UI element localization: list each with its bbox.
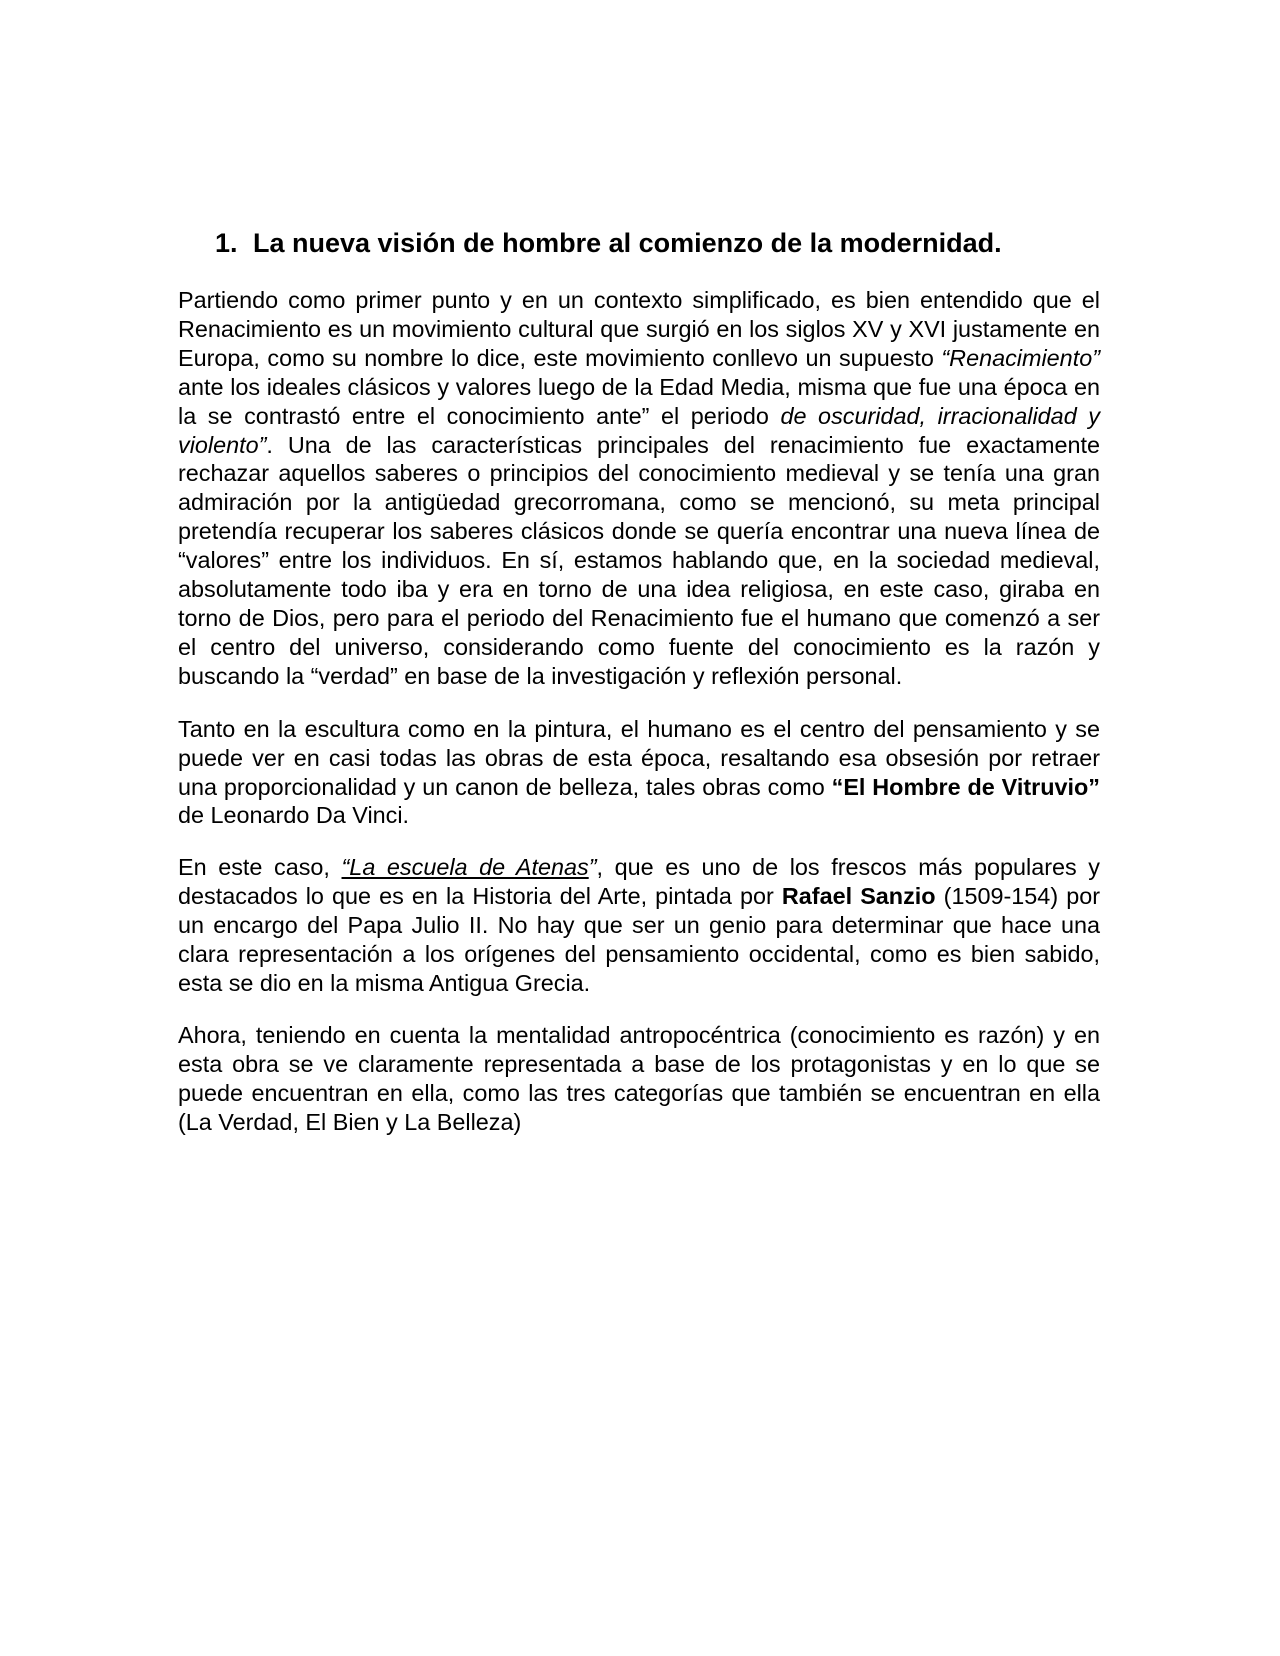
italic-underlined-run: “La escuela de Atenas (341, 854, 589, 881)
paragraph-antropocentrismo (178, 1021, 1100, 1137)
text-run: de Leonardo Da Vinci. (178, 802, 410, 829)
italic-run: ” (588, 854, 597, 881)
document-body (178, 286, 1100, 1160)
heading-text: La nueva visión de hombre al comienzo de la modernidad. (253, 228, 1002, 258)
text-run: , que es uno de los frescos más populares y destacados lo que es en la Historia del Arte, pintada por (178, 854, 1101, 910)
paragraph-renacimiento (178, 286, 1100, 691)
text-run: . Una de las características principales del renacimiento fue exactamente rechazar aquellos saberes o principios del conocimiento medieval y se tenía una gran admiración por la antigüedad grecorromana, como se mencionó, su meta principal pretendía recuperar los saberes clásicos donde se quería encontrar una nueva línea de “valores” entre los individuos. En sí, estamos hablando que, en la sociedad medieval, absolutamente todo iba y era en torno de una idea religiosa, en este caso, giraba en torno de Dios, pero para el periodo del Renacimiento fue el humano que comenzó a ser el centro del universo, considerando como fuente del conocimiento es la razón y buscando la “verdad” en base de la investigación y reflexión personal. (178, 431, 1100, 689)
text-run: (1509-154) por un encargo del Papa Julio II. No hay que ser un genio para determinar que hace una clara representación a los orígenes del pensamiento occidental, como es bien sabido, esta se dio en la misma Antigua Grecia. (178, 883, 1101, 996)
paragraph-escuela-de-atenas (178, 853, 1100, 998)
paragraph-escultura-pintura (178, 715, 1100, 831)
text-run: Ahora, teniendo en cuenta la mentalidad antropocéntrica (conocimiento es razón) y en esta obra se ve claramente representada a base de los protagonistas y en lo que se puede encuentran en ella, como las tres categorías que también se encuentran en ella (La Verdad, El Bien y La Belleza) (178, 1021, 1100, 1135)
text-run: En este caso, (178, 854, 342, 881)
bold-run: Rafael Sanzio (781, 883, 936, 910)
italic-run: de oscuridad, irracionalidad y violento” (178, 402, 1100, 458)
italic-run: “Renacimiento” (941, 344, 1100, 371)
text-run: Tanto en la escultura como en la pintura, el humano es el centro del pensamiento y se puede ver en casi todas las obras de esta época, resaltando esa obsesión por retraer una proporcionalidad y un canon de belleza, tales obras como (178, 715, 1100, 800)
text-run: Partiendo como primer punto y en un contexto simplificado, es bien entendido que el Renacimiento es un movimiento cultural que surgió en los siglos XV y XVI justamente en Europa, como su nombre lo dice, este movimiento conllevo un supuesto (178, 287, 1100, 371)
text-run: ante los ideales clásicos y valores luego de la Edad Media, misma que fue una época en la se contrastó entre el conocimiento ante” el periodo (178, 373, 1100, 429)
bold-run: “El Hombre de Vitruvio” (831, 773, 1100, 800)
section-heading (215, 226, 1115, 260)
heading-number: 1. (215, 228, 238, 258)
